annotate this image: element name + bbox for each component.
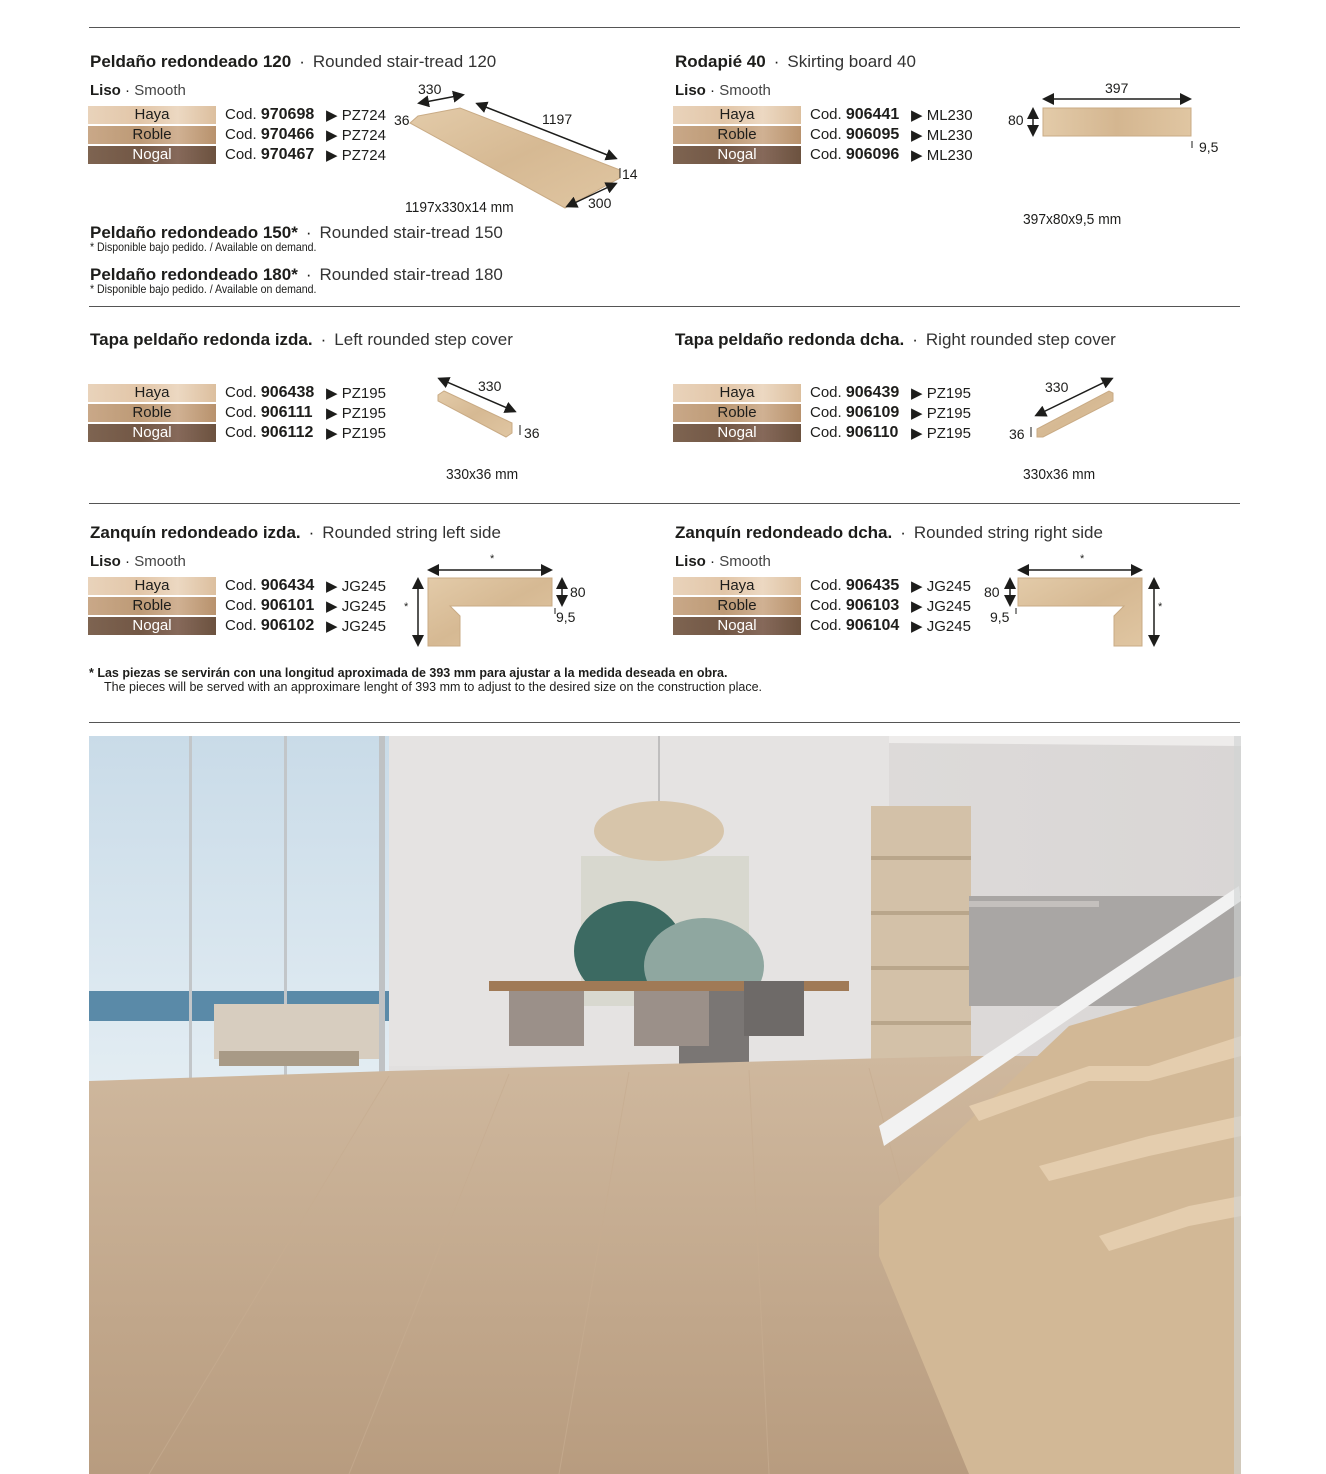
triangle-right-icon: ▶ bbox=[326, 127, 338, 144]
footnote bbox=[89, 666, 762, 694]
product-code: Cod. 906438 bbox=[225, 384, 315, 401]
dim-c: 9,5 bbox=[556, 609, 576, 625]
product-ref: ▶ JG245 bbox=[326, 598, 386, 615]
product-code: Cod. 970466 bbox=[225, 126, 315, 143]
dim-a: 330 bbox=[418, 81, 442, 97]
swatch-haya: Haya bbox=[88, 577, 216, 595]
section-title-right-step-cover: Tapa peldaño redonda dcha. · Right rounded step cover bbox=[675, 330, 1116, 349]
product-code: Cod. 906101 bbox=[225, 597, 315, 614]
left-step-cover-diagram bbox=[430, 375, 560, 445]
dim-a: 330 bbox=[1045, 379, 1069, 395]
swatch-haya: Haya bbox=[88, 384, 216, 402]
triangle-right-icon: ▶ bbox=[326, 578, 338, 595]
dim-a: * bbox=[1080, 553, 1085, 565]
title-es: Peldaño redondeado 120 bbox=[90, 52, 292, 71]
product-code: Cod. 970698 bbox=[225, 106, 315, 123]
dim-c: 1197 bbox=[542, 111, 573, 127]
section-title-stair-tread-180: Peldaño redondeado 180* · Rounded stair-tread 180 bbox=[90, 265, 503, 284]
product-ref: ▶ PZ195 bbox=[326, 425, 386, 442]
product-code: Cod. 906103 bbox=[810, 597, 900, 614]
product-ref: ▶ PZ724 bbox=[326, 147, 386, 164]
section-title-left-step-cover: Tapa peldaño redonda izda. · Left rounded step cover bbox=[90, 330, 513, 349]
dim-d: 14 bbox=[622, 166, 638, 182]
section-title-string-right: Zanquín redondeado dcha. · Rounded string right side bbox=[675, 523, 1103, 542]
dim-d: * bbox=[404, 601, 409, 613]
swatch-haya: Haya bbox=[88, 106, 216, 124]
swatch-nogal: Nogal bbox=[88, 146, 216, 164]
triangle-right-icon: ▶ bbox=[326, 107, 338, 124]
swatch-roble: Roble bbox=[88, 126, 216, 144]
list-item bbox=[673, 596, 993, 616]
size-label: 330x36 mm bbox=[446, 466, 519, 483]
swatch-nogal: Nogal bbox=[88, 617, 216, 635]
product-rows-s2 bbox=[673, 105, 993, 165]
product-ref: ▶ PZ195 bbox=[326, 385, 386, 402]
product-code: Cod. 906112 bbox=[225, 424, 314, 441]
product-code: Cod. 906102 bbox=[225, 617, 315, 634]
size-label: 1197x330x14 mm bbox=[405, 199, 514, 216]
triangle-right-icon: ▶ bbox=[911, 598, 923, 615]
list-item bbox=[88, 145, 408, 165]
finish-label: Liso · Smooth bbox=[675, 82, 771, 99]
title-en: Rounded stair-tread 120 bbox=[312, 52, 497, 71]
product-ref: ▶ PZ195 bbox=[911, 405, 971, 422]
dim-b: 80 bbox=[984, 584, 1000, 600]
list-item bbox=[88, 616, 408, 636]
triangle-right-icon: ▶ bbox=[326, 385, 338, 402]
product-ref: ▶ PZ195 bbox=[911, 385, 971, 402]
triangle-right-icon: ▶ bbox=[326, 618, 338, 635]
string-right-diagram bbox=[980, 550, 1180, 650]
swatch-roble: Roble bbox=[673, 597, 801, 615]
triangle-right-icon: ▶ bbox=[911, 147, 923, 164]
dim-a: 330 bbox=[478, 378, 502, 394]
size-label: 397x80x9,5 mm bbox=[1023, 211, 1122, 228]
dim-b: 36 bbox=[524, 425, 540, 441]
product-code: Cod. 906109 bbox=[810, 404, 900, 421]
swatch-haya: Haya bbox=[673, 577, 801, 595]
list-item bbox=[88, 596, 408, 616]
section-title-string-left: Zanquín redondeado izda. · Rounded string left side bbox=[90, 523, 501, 542]
interior-scene-illustration bbox=[89, 736, 1241, 1474]
list-item bbox=[673, 383, 993, 403]
product-ref: ▶ PZ195 bbox=[911, 425, 971, 442]
finish-label: Liso · Smooth bbox=[675, 553, 771, 570]
triangle-right-icon: ▶ bbox=[911, 127, 923, 144]
dim-b: 36 bbox=[1009, 426, 1025, 442]
product-code: Cod. 906439 bbox=[810, 384, 900, 401]
swatch-haya: Haya bbox=[673, 384, 801, 402]
triangle-right-icon: ▶ bbox=[326, 425, 338, 442]
dim-a: 397 bbox=[1105, 80, 1129, 96]
triangle-right-icon: ▶ bbox=[911, 385, 923, 402]
product-ref: ▶ JG245 bbox=[326, 578, 386, 595]
list-item bbox=[673, 576, 993, 596]
size-label: 330x36 mm bbox=[1023, 466, 1096, 483]
swatch-roble: Roble bbox=[673, 126, 801, 144]
section-title-stair-tread-150: Peldaño redondeado 150* · Rounded stair-tread 150 bbox=[90, 223, 503, 242]
list-item bbox=[88, 105, 408, 125]
finish-label: Liso · Smooth bbox=[90, 82, 186, 99]
product-code: Cod. 906104 bbox=[810, 617, 900, 634]
list-item bbox=[673, 423, 993, 443]
finish-label: Liso · Smooth bbox=[90, 553, 186, 570]
list-item bbox=[673, 403, 993, 423]
top-divider bbox=[89, 27, 1240, 28]
product-rows-s3 bbox=[88, 383, 408, 443]
swatch-nogal: Nogal bbox=[88, 424, 216, 442]
list-item bbox=[673, 125, 993, 145]
availability-note: * Disponible bajo pedido. / Available on demand. bbox=[90, 240, 317, 254]
list-item bbox=[673, 616, 993, 636]
dim-d: * bbox=[1158, 601, 1163, 613]
product-ref: ▶ ML230 bbox=[911, 147, 973, 164]
dim-b: 80 bbox=[570, 584, 586, 600]
swatch-roble: Roble bbox=[88, 597, 216, 615]
section-title-stair-tread-120: Peldaño redondeado 120 · Rounded stair-tread 120 bbox=[90, 52, 497, 71]
product-code: Cod. 906435 bbox=[810, 577, 900, 594]
interior-photo bbox=[89, 736, 1241, 1474]
product-code: Cod. 906096 bbox=[810, 146, 900, 163]
footnote-es: * Las piezas se servirán con una longitud aproximada de 393 mm para ajustar a la medida deseada en obra. bbox=[89, 666, 728, 680]
list-item bbox=[88, 383, 408, 403]
divider-2 bbox=[89, 503, 1240, 504]
list-item bbox=[673, 145, 993, 165]
product-ref: ▶ ML230 bbox=[911, 127, 973, 144]
product-ref: ▶ PZ724 bbox=[326, 107, 386, 124]
product-rows-s6 bbox=[673, 576, 993, 636]
swatch-roble: Roble bbox=[88, 404, 216, 422]
product-ref: ▶ ML230 bbox=[911, 107, 973, 124]
skirting-board-diagram bbox=[1005, 78, 1225, 158]
list-item bbox=[88, 125, 408, 145]
list-item bbox=[673, 105, 993, 125]
triangle-right-icon: ▶ bbox=[326, 405, 338, 422]
swatch-roble: Roble bbox=[673, 404, 801, 422]
list-item bbox=[88, 576, 408, 596]
footnote-en: The pieces will be served with an approximare lenght of 393 mm to adjust to the desired size on the construction place. bbox=[104, 680, 762, 694]
product-ref: ▶ JG245 bbox=[326, 618, 386, 635]
divider-3 bbox=[89, 722, 1240, 723]
triangle-right-icon: ▶ bbox=[911, 618, 923, 635]
triangle-right-icon: ▶ bbox=[326, 598, 338, 615]
dim-b: 36 bbox=[394, 112, 410, 128]
product-code: Cod. 906434 bbox=[225, 577, 315, 594]
list-item bbox=[88, 423, 408, 443]
dim-a: * bbox=[490, 553, 495, 565]
triangle-right-icon: ▶ bbox=[911, 107, 923, 124]
product-ref: ▶ PZ724 bbox=[326, 127, 386, 144]
divider-1 bbox=[89, 306, 1240, 307]
product-ref: ▶ JG245 bbox=[911, 578, 971, 595]
dim-c: 9,5 bbox=[990, 609, 1010, 625]
product-rows-s5 bbox=[88, 576, 408, 636]
product-code: Cod. 970467 bbox=[225, 146, 315, 163]
product-ref: ▶ JG245 bbox=[911, 618, 971, 635]
swatch-haya: Haya bbox=[673, 106, 801, 124]
right-step-cover-diagram bbox=[1005, 375, 1135, 445]
stair-tread-diagram bbox=[390, 78, 650, 218]
dim-e: 300 bbox=[588, 195, 612, 211]
triangle-right-icon: ▶ bbox=[911, 425, 923, 442]
product-ref: ▶ JG245 bbox=[911, 598, 971, 615]
swatch-nogal: Nogal bbox=[673, 617, 801, 635]
list-item bbox=[88, 403, 408, 423]
product-code: Cod. 906111 bbox=[225, 404, 313, 421]
product-code: Cod. 906110 bbox=[810, 424, 899, 441]
swatch-nogal: Nogal bbox=[673, 146, 801, 164]
dim-c: 9,5 bbox=[1199, 139, 1219, 155]
product-rows-s4 bbox=[673, 383, 993, 443]
availability-note: * Disponible bajo pedido. / Available on demand. bbox=[90, 282, 317, 296]
triangle-right-icon: ▶ bbox=[326, 147, 338, 164]
string-left-diagram bbox=[400, 550, 600, 650]
product-code: Cod. 906441 bbox=[810, 106, 900, 123]
product-rows-s1 bbox=[88, 105, 408, 165]
dim-b: 80 bbox=[1008, 112, 1024, 128]
product-ref: ▶ PZ195 bbox=[326, 405, 386, 422]
product-code: Cod. 906095 bbox=[810, 126, 900, 143]
swatch-nogal: Nogal bbox=[673, 424, 801, 442]
triangle-right-icon: ▶ bbox=[911, 578, 923, 595]
section-title-skirting-board: Rodapié 40 · Skirting board 40 bbox=[675, 52, 916, 71]
triangle-right-icon: ▶ bbox=[911, 405, 923, 422]
